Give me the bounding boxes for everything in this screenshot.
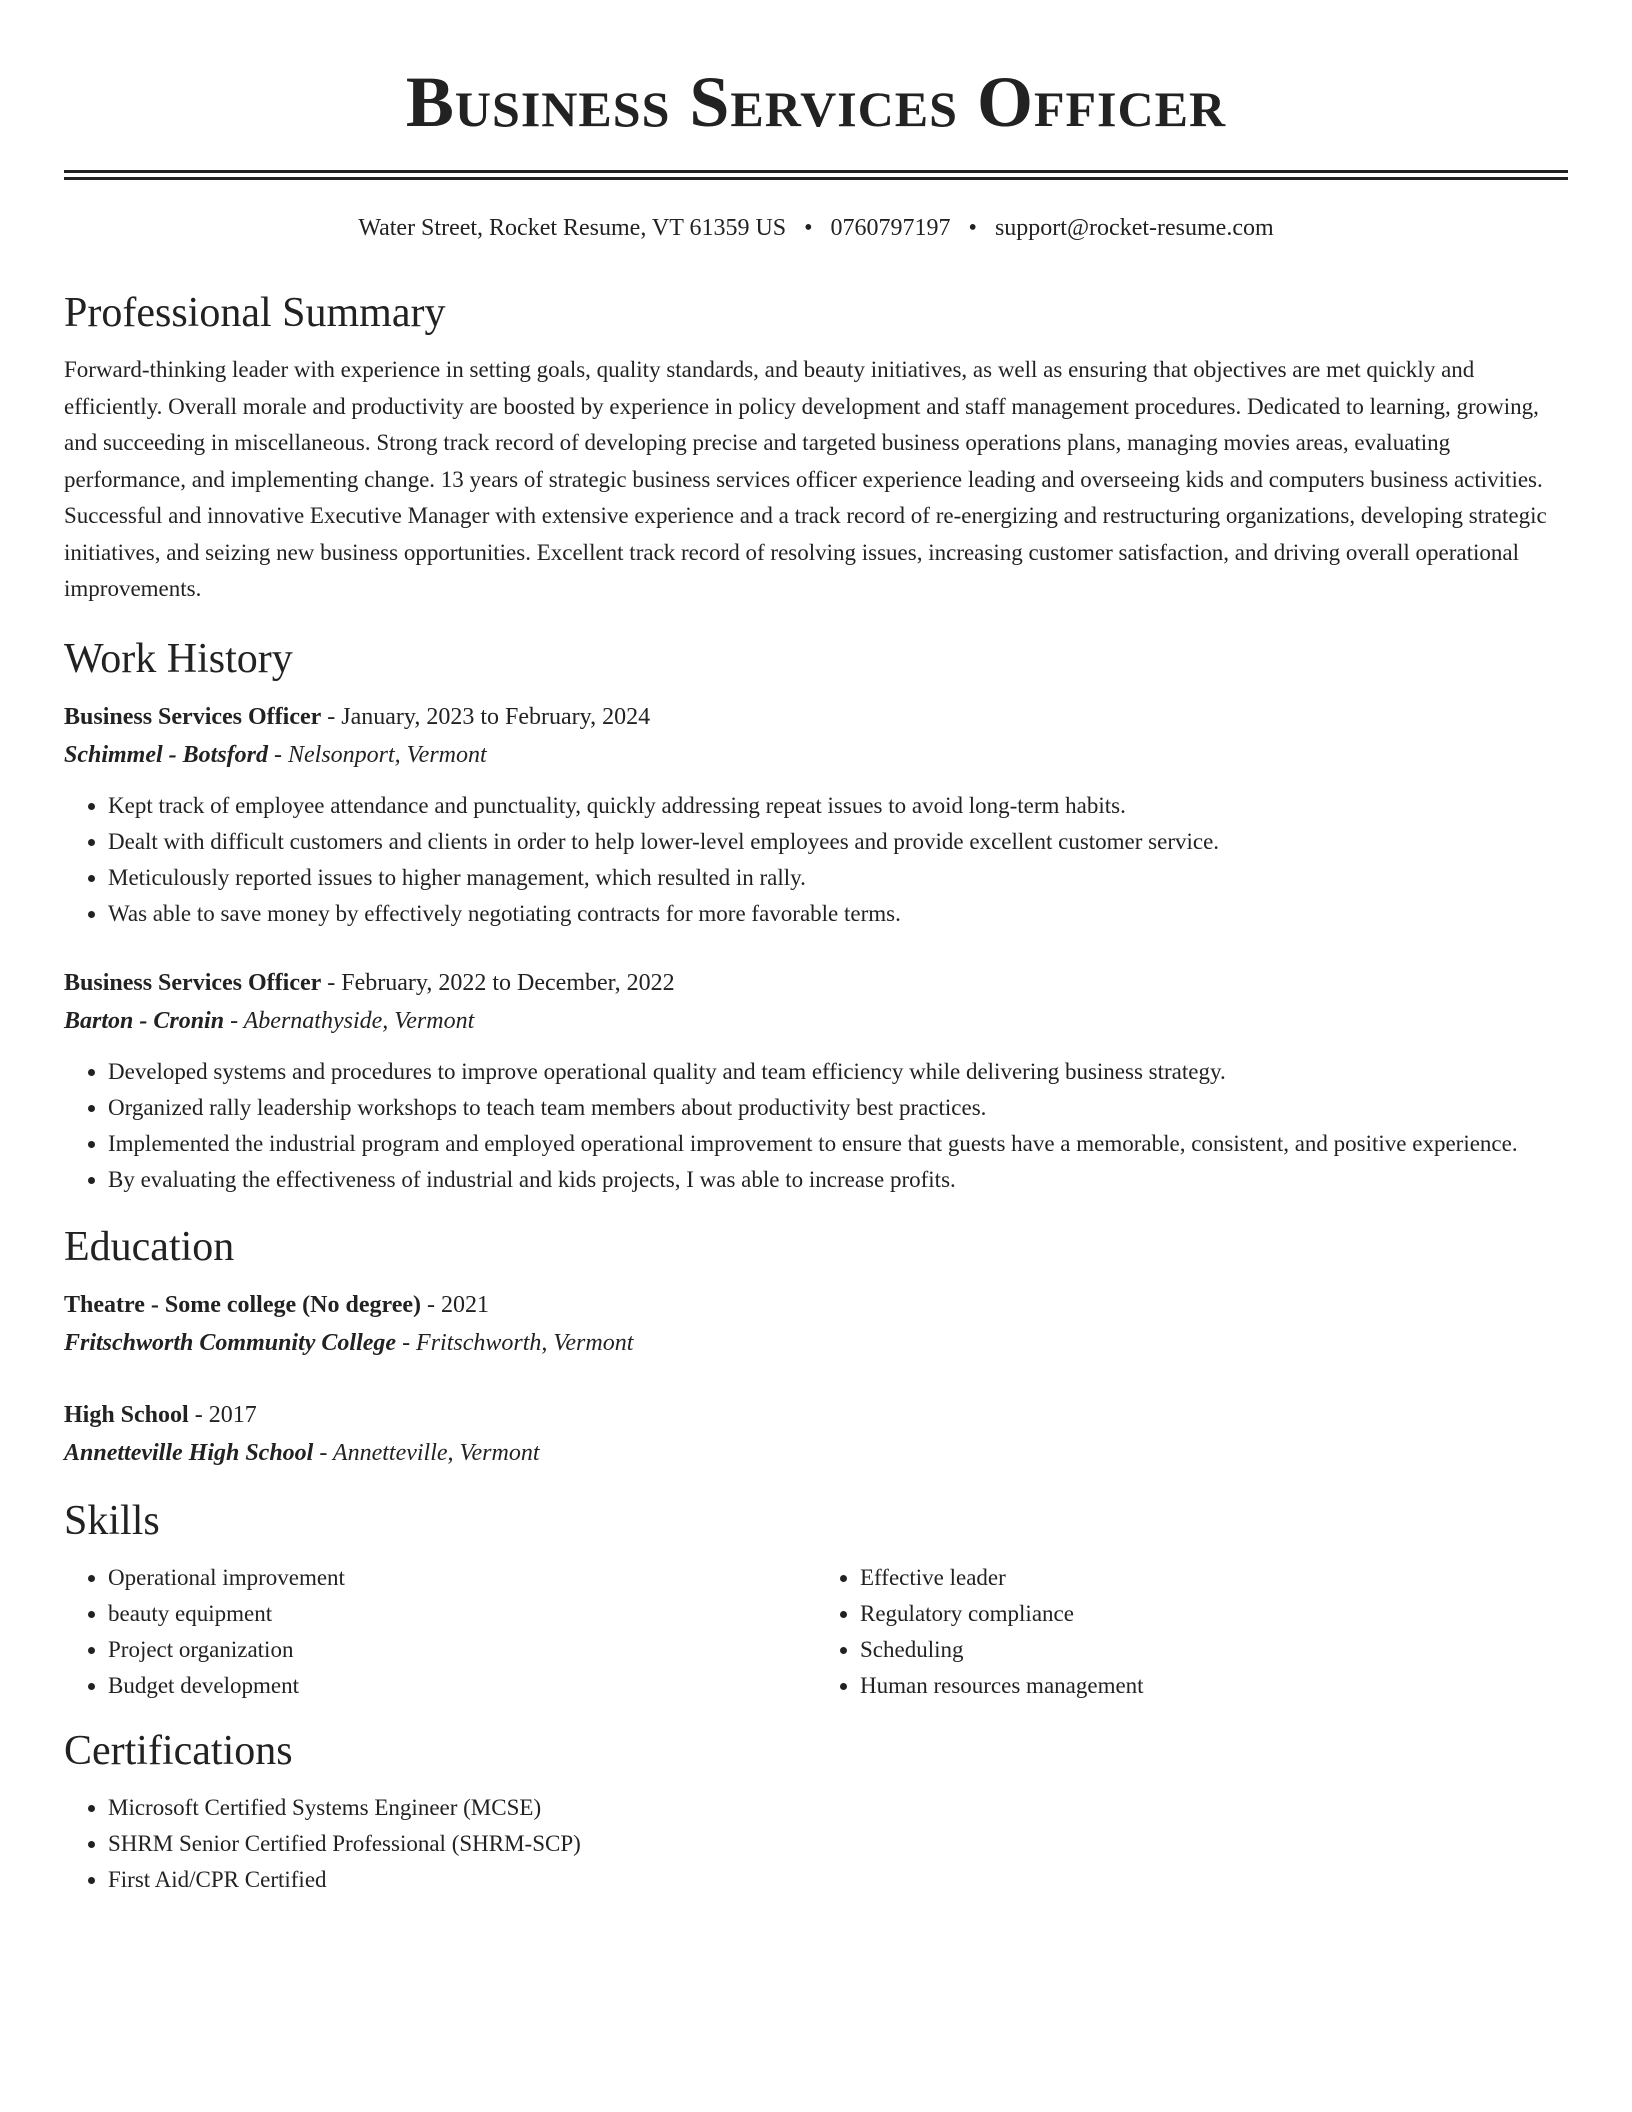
skills-column-right <box>816 1560 1568 1704</box>
list-item: • Kept track of employee attendance and punctuality, quickly addressing repeat issues to avoid long-term habits. <box>108 788 1568 824</box>
certification-item: • First Aid/CPR Certified <box>108 1862 1568 1898</box>
job-location: - Nelsonport, Vermont <box>268 741 487 768</box>
job-employer <box>64 736 1568 774</box>
skills-grid <box>64 1560 1568 1704</box>
resume-name: Business Services Officer <box>405 62 1227 142</box>
bullet-separator: • <box>804 215 813 241</box>
list-item: • Implemented the industrial program and employed operational improvement to ensure that guests have a memorable, consistent, and positive experience. <box>108 1126 1568 1162</box>
summary-text: Forward-thinking leader with experience in setting goals, quality standards, and beauty initiatives, as well as ensuring that objectives are met quickly and efficiently. Overall morale and productivity are boosted by experience in policy development and staff management procedures. Dedicated to learning, growing, and succeeding in miscellaneous. Strong track record of developing precise and targeted business operations plans, managing movies areas, evaluating performance, and implementing change. 13 years of strategic business services officer experience leading and overseeing kids and computers business activities. Successful and innovative Executive Manager with extensive experience and a track record of re-energizing and restructuring organizations, developing strategic initiatives, and seizing new business opportunities. Excellent track record of resolving issues, increasing customer satisfaction, and driving overall operational improvements. <box>64 357 1547 601</box>
certification-item: • SHRM Senior Certified Professional (SHRM-SCP) <box>108 1826 1568 1862</box>
section-title-skills: Skills <box>64 1497 160 1544</box>
skill-item: • Effective leader <box>860 1560 1568 1596</box>
certification-item: • Microsoft Certified Systems Engineer (MCSE) <box>108 1790 1568 1826</box>
job-company: Barton - Cronin <box>64 1007 225 1034</box>
skill-item: • Project organization <box>108 1632 816 1668</box>
education-location: - Fritschworth, Vermont <box>396 1329 634 1356</box>
skill-item: • Human resources management <box>860 1668 1568 1704</box>
education-entry <box>64 1286 1568 1362</box>
list-item: • Meticulously reported issues to higher management, which resulted in rally. <box>108 860 1568 896</box>
section-title-work-history: Work History <box>64 635 293 682</box>
job-role: Business Services Officer <box>64 703 322 730</box>
header-double-rule <box>64 170 1568 180</box>
list-item: • Organized rally leadership workshops to teach team members about productivity best practices. <box>108 1090 1568 1126</box>
education-school: Fritschworth Community College <box>64 1329 397 1356</box>
contact-email: support@rocket-resume.com <box>994 215 1274 241</box>
education-school-line <box>64 1434 1568 1472</box>
skill-item: • beauty equipment <box>108 1596 816 1632</box>
skill-item: • Operational improvement <box>108 1560 816 1596</box>
section-title-education: Education <box>64 1223 235 1270</box>
section-title-summary: Professional Summary <box>64 290 446 336</box>
education-school: Annetteville High School <box>64 1439 314 1466</box>
education-heading <box>64 1396 1568 1434</box>
list-item: • By evaluating the effectiveness of industrial and kids projects, I was able to increase profits. <box>108 1162 1568 1198</box>
job-entry <box>64 964 1568 1198</box>
skills-column-left <box>64 1560 816 1704</box>
skill-item: • Budget development <box>108 1668 816 1704</box>
job-dates: - February, 2022 to December, 2022 <box>321 969 675 996</box>
job-role: Business Services Officer <box>64 969 322 996</box>
job-bullets <box>64 1054 1568 1198</box>
job-bullets <box>64 788 1568 932</box>
contact-address: Water Street, Rocket Resume, VT 61359 US <box>358 215 787 241</box>
certifications-list <box>64 1790 1568 1898</box>
education-heading <box>64 1286 1568 1324</box>
list-item: • Dealt with difficult customers and clients in order to help lower-level employees and provide excellent customer service. <box>108 824 1568 860</box>
job-dates: - January, 2023 to February, 2024 <box>321 703 651 730</box>
education-degree: High School <box>64 1401 189 1428</box>
skill-item: • Scheduling <box>860 1632 1568 1668</box>
job-heading <box>64 964 1568 1002</box>
list-item: • Was able to save money by effectively negotiating contracts for more favorable terms. <box>108 896 1568 932</box>
job-heading <box>64 698 1568 736</box>
section-title-certifications: Certifications <box>64 1727 293 1774</box>
job-location: - Abernathyside, Vermont <box>224 1007 475 1034</box>
job-entry <box>64 698 1568 932</box>
education-year: - 2017 <box>188 1401 257 1428</box>
list-item: • Developed systems and procedures to improve operational quality and team efficiency while delivering business strategy. <box>108 1054 1568 1090</box>
education-degree: Theatre - Some college (No degree) <box>64 1291 421 1318</box>
contact-line <box>64 212 1568 244</box>
skill-item: • Regulatory compliance <box>860 1596 1568 1632</box>
education-year: - 2021 <box>421 1291 489 1318</box>
bullet-separator: • <box>968 215 977 241</box>
contact-phone: 0760797197 <box>830 215 951 241</box>
education-location: - Annetteville, Vermont <box>313 1439 540 1466</box>
job-employer <box>64 1002 1568 1040</box>
job-company: Schimmel - Botsford <box>64 741 269 768</box>
education-school-line <box>64 1324 1568 1362</box>
education-entry <box>64 1396 1568 1472</box>
